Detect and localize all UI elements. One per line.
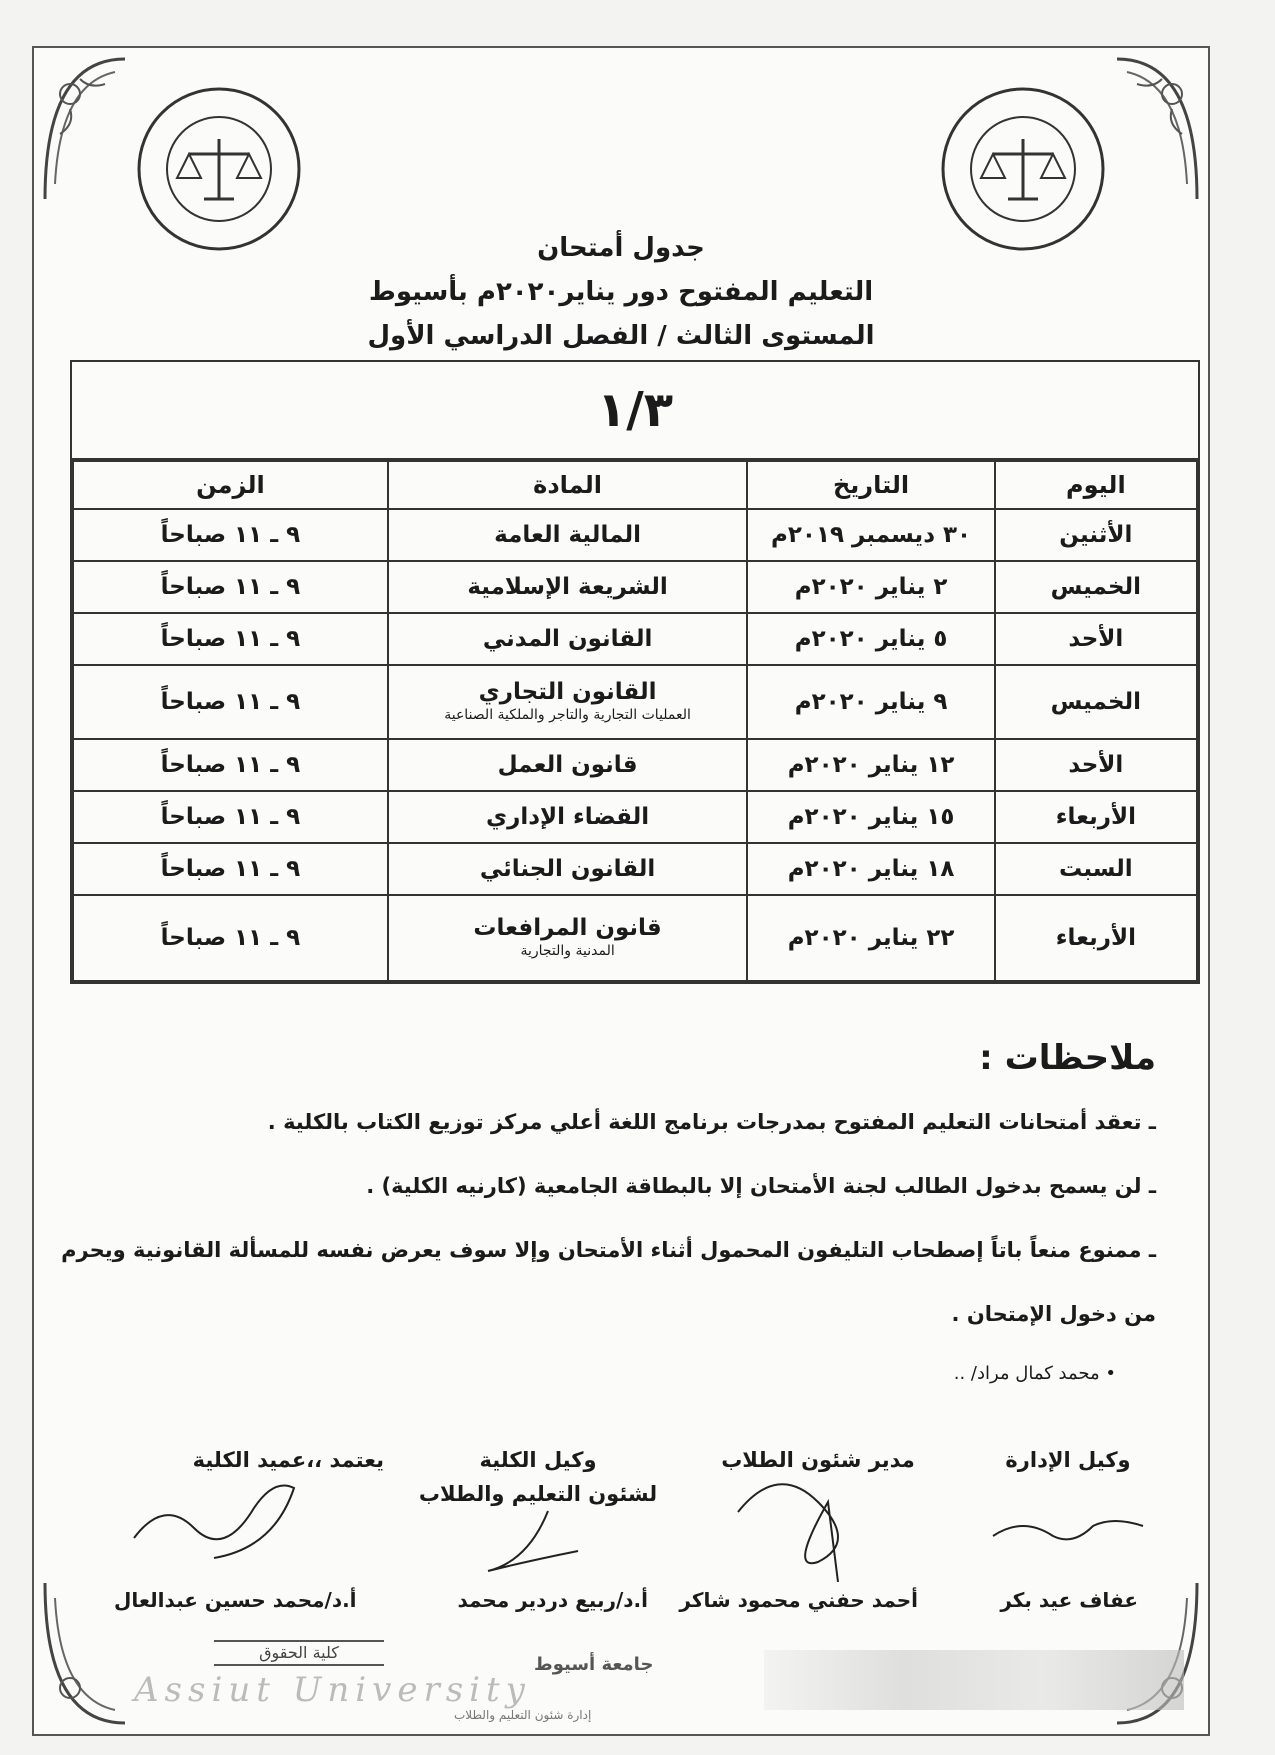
cell-date bbox=[747, 613, 994, 665]
signature-name: أحمد حفني محمود شاكر bbox=[679, 1588, 918, 1612]
note-bullet: • محمد كمال مراد/ .. bbox=[953, 1363, 1116, 1384]
cell-date bbox=[747, 895, 994, 981]
cell-date-text: ١٥ يناير ٢٠٢٠م bbox=[787, 804, 955, 830]
footer-dept-line: إدارة شئون التعليم والطلاب bbox=[454, 1708, 592, 1722]
cell-day bbox=[995, 739, 1197, 791]
signature-name: عفاف عيد بكر bbox=[1000, 1588, 1138, 1612]
cell-day bbox=[995, 895, 1197, 981]
header-line-2: التعليم المفتوح دور يناير٢٠٢٠م بأسيوط bbox=[368, 277, 874, 307]
exam-schedule-document bbox=[32, 46, 1210, 1736]
col-date: التاريخ bbox=[747, 461, 994, 509]
cell-subject bbox=[388, 791, 748, 843]
signature-block bbox=[408, 1448, 668, 1612]
table-row bbox=[73, 895, 1197, 981]
subject-subnote: العمليات التجارية والتاجر والملكية الصناعية bbox=[444, 707, 691, 723]
cell-day-text: الأحد bbox=[1068, 752, 1124, 778]
notes-section bbox=[56, 1038, 1156, 1394]
cell-date-text: ٣٠ ديسمبر ٢٠١٩م bbox=[771, 522, 972, 548]
cell-subject-text: القضاء الإداري bbox=[486, 804, 650, 830]
cell-date-text: ٩ يناير ٢٠٢٠م bbox=[794, 689, 948, 715]
schedule-code: ١/٣ bbox=[72, 362, 1198, 460]
header-line-1: جدول أمتحان bbox=[537, 233, 705, 263]
cell-day-text: الأربعاء bbox=[1055, 804, 1136, 830]
col-subject: المادة bbox=[388, 461, 748, 509]
cell-subject-text: قانون العمل bbox=[497, 752, 638, 778]
signature-name: أ.د/محمد حسين عبدالعال bbox=[114, 1588, 357, 1612]
subject-subnote: المدنية والتجارية bbox=[520, 943, 615, 959]
cell-subject bbox=[388, 843, 748, 895]
cell-date bbox=[747, 843, 994, 895]
cell-time bbox=[73, 739, 388, 791]
cell-day bbox=[995, 665, 1197, 739]
cell-day bbox=[995, 613, 1197, 665]
cell-subject-text: القانون التجاري bbox=[478, 679, 657, 705]
cell-date bbox=[747, 665, 994, 739]
cell-subject-text: القانون المدني bbox=[482, 626, 653, 652]
table-row bbox=[73, 791, 1197, 843]
signature-block bbox=[679, 1448, 928, 1612]
cell-time-text: ٩ ـ ١١ صباحاً bbox=[160, 689, 301, 715]
cell-time-text: ٩ ـ ١١ صباحاً bbox=[160, 804, 301, 830]
signature-title: يعتمد ،،عميد الكلية bbox=[192, 1448, 384, 1472]
signature-title: وكيل الإدارة bbox=[1005, 1448, 1131, 1472]
table-row bbox=[73, 739, 1197, 791]
header-line-3: المستوى الثالث / الفصل الدراسي الأول bbox=[367, 321, 875, 351]
table-row bbox=[73, 509, 1197, 561]
table-header-row bbox=[73, 461, 1197, 509]
signature-title: وكيل الكلية bbox=[479, 1448, 597, 1472]
table-row bbox=[73, 665, 1197, 739]
note-item: ـ ممنوع منعاً باتاً إصطحاب التليفون المحمول أثناء الأمتحان وإلا سوف يعرض نفسه للمسألة القانونية ويحرم من دخول الإمتحان . bbox=[61, 1238, 1156, 1326]
exam-schedule-table bbox=[70, 360, 1200, 984]
cell-day-text: الأثنين bbox=[1059, 522, 1133, 548]
cell-time bbox=[73, 613, 388, 665]
cell-subject bbox=[388, 739, 748, 791]
signature-name: أ.د/ربيع دردير محمد bbox=[457, 1588, 648, 1612]
cell-time-text: ٩ ـ ١١ صباحاً bbox=[160, 626, 301, 652]
document-header bbox=[34, 226, 1208, 358]
cell-time bbox=[73, 895, 388, 981]
cell-date-text: ٢٢ يناير ٢٠٢٠م bbox=[787, 925, 955, 951]
cell-day bbox=[995, 791, 1197, 843]
table-row bbox=[73, 843, 1197, 895]
signature-subtitle: لشئون التعليم والطلاب bbox=[418, 1482, 658, 1506]
cell-date-text: ٥ يناير ٢٠٢٠م bbox=[794, 626, 948, 652]
note-item: ـ لن يسمح بدخول الطالب لجنة الأمتحان إلا بالبطاقة الجامعية (كارنيه الكلية) . bbox=[366, 1174, 1156, 1198]
cell-subject bbox=[388, 509, 748, 561]
cell-date-text: ١٢ يناير ٢٠٢٠م bbox=[787, 752, 955, 778]
signature-block bbox=[94, 1448, 394, 1612]
cell-subject-text: المالية العامة bbox=[494, 522, 642, 548]
cell-subject bbox=[388, 665, 748, 739]
cell-time bbox=[73, 509, 388, 561]
cell-day-text: الخميس bbox=[1050, 574, 1142, 600]
cell-date bbox=[747, 739, 994, 791]
cell-subject-text: الشريعة الإسلامية bbox=[467, 574, 668, 600]
cell-date bbox=[747, 509, 994, 561]
signature-title: مدير شئون الطلاب bbox=[721, 1448, 915, 1472]
cell-day-text: الأحد bbox=[1068, 626, 1124, 652]
signature-scribble bbox=[428, 1506, 648, 1586]
cell-time bbox=[73, 665, 388, 739]
cell-time bbox=[73, 561, 388, 613]
cell-day bbox=[995, 561, 1197, 613]
cell-subject-text: القانون الجنائي bbox=[479, 856, 656, 882]
col-day: اليوم bbox=[995, 461, 1197, 509]
col-time: الزمن bbox=[73, 461, 388, 509]
cell-day-text: الخميس bbox=[1050, 689, 1142, 715]
cell-day bbox=[995, 509, 1197, 561]
cell-subject bbox=[388, 561, 748, 613]
ornament-top-left bbox=[40, 54, 130, 204]
note-bullet-text: محمد كمال مراد/ .. bbox=[953, 1363, 1100, 1384]
cell-date-text: ١٨ يناير ٢٠٢٠م bbox=[787, 856, 955, 882]
cell-time-text: ٩ ـ ١١ صباحاً bbox=[160, 574, 301, 600]
cell-time bbox=[73, 791, 388, 843]
footer-building-image bbox=[764, 1650, 1184, 1710]
cell-day bbox=[995, 843, 1197, 895]
signature-scribble bbox=[718, 1472, 918, 1582]
cell-day-text: الأربعاء bbox=[1055, 925, 1136, 951]
table-row bbox=[73, 613, 1197, 665]
table-row bbox=[73, 561, 1197, 613]
footer-branding bbox=[134, 1640, 1224, 1720]
footer-emblem: كلية الحقوق bbox=[214, 1640, 384, 1666]
cell-time-text: ٩ ـ ١١ صباحاً bbox=[160, 752, 301, 778]
cell-subject bbox=[388, 613, 748, 665]
cell-time-text: ٩ ـ ١١ صباحاً bbox=[160, 856, 301, 882]
cell-subject-text: قانون المرافعات bbox=[473, 915, 662, 941]
footer-university-ar: جامعة أسيوط bbox=[534, 1654, 654, 1675]
notes-title: ملاحظات : bbox=[979, 1038, 1156, 1078]
cell-day-text: السبت bbox=[1059, 856, 1133, 882]
cell-subject bbox=[388, 895, 748, 981]
cell-date bbox=[747, 561, 994, 613]
cell-date bbox=[747, 791, 994, 843]
schedule-grid bbox=[72, 460, 1198, 982]
signature-block bbox=[968, 1448, 1168, 1612]
cell-date-text: ٢ يناير ٢٠٢٠م bbox=[794, 574, 948, 600]
signature-scribble bbox=[983, 1496, 1153, 1556]
cell-time bbox=[73, 843, 388, 895]
cell-time-text: ٩ ـ ١١ صباحاً bbox=[160, 925, 301, 951]
cell-time-text: ٩ ـ ١١ صباحاً bbox=[160, 522, 301, 548]
signature-scribble bbox=[114, 1478, 374, 1578]
footer-university-en: Assiut University bbox=[134, 1670, 531, 1710]
note-item: ـ تعقد أمتحانات التعليم المفتوح بمدرجات برنامج اللغة أعلي مركز توزيع الكتاب بالكلية . bbox=[267, 1110, 1156, 1134]
ornament-top-right bbox=[1112, 54, 1202, 204]
